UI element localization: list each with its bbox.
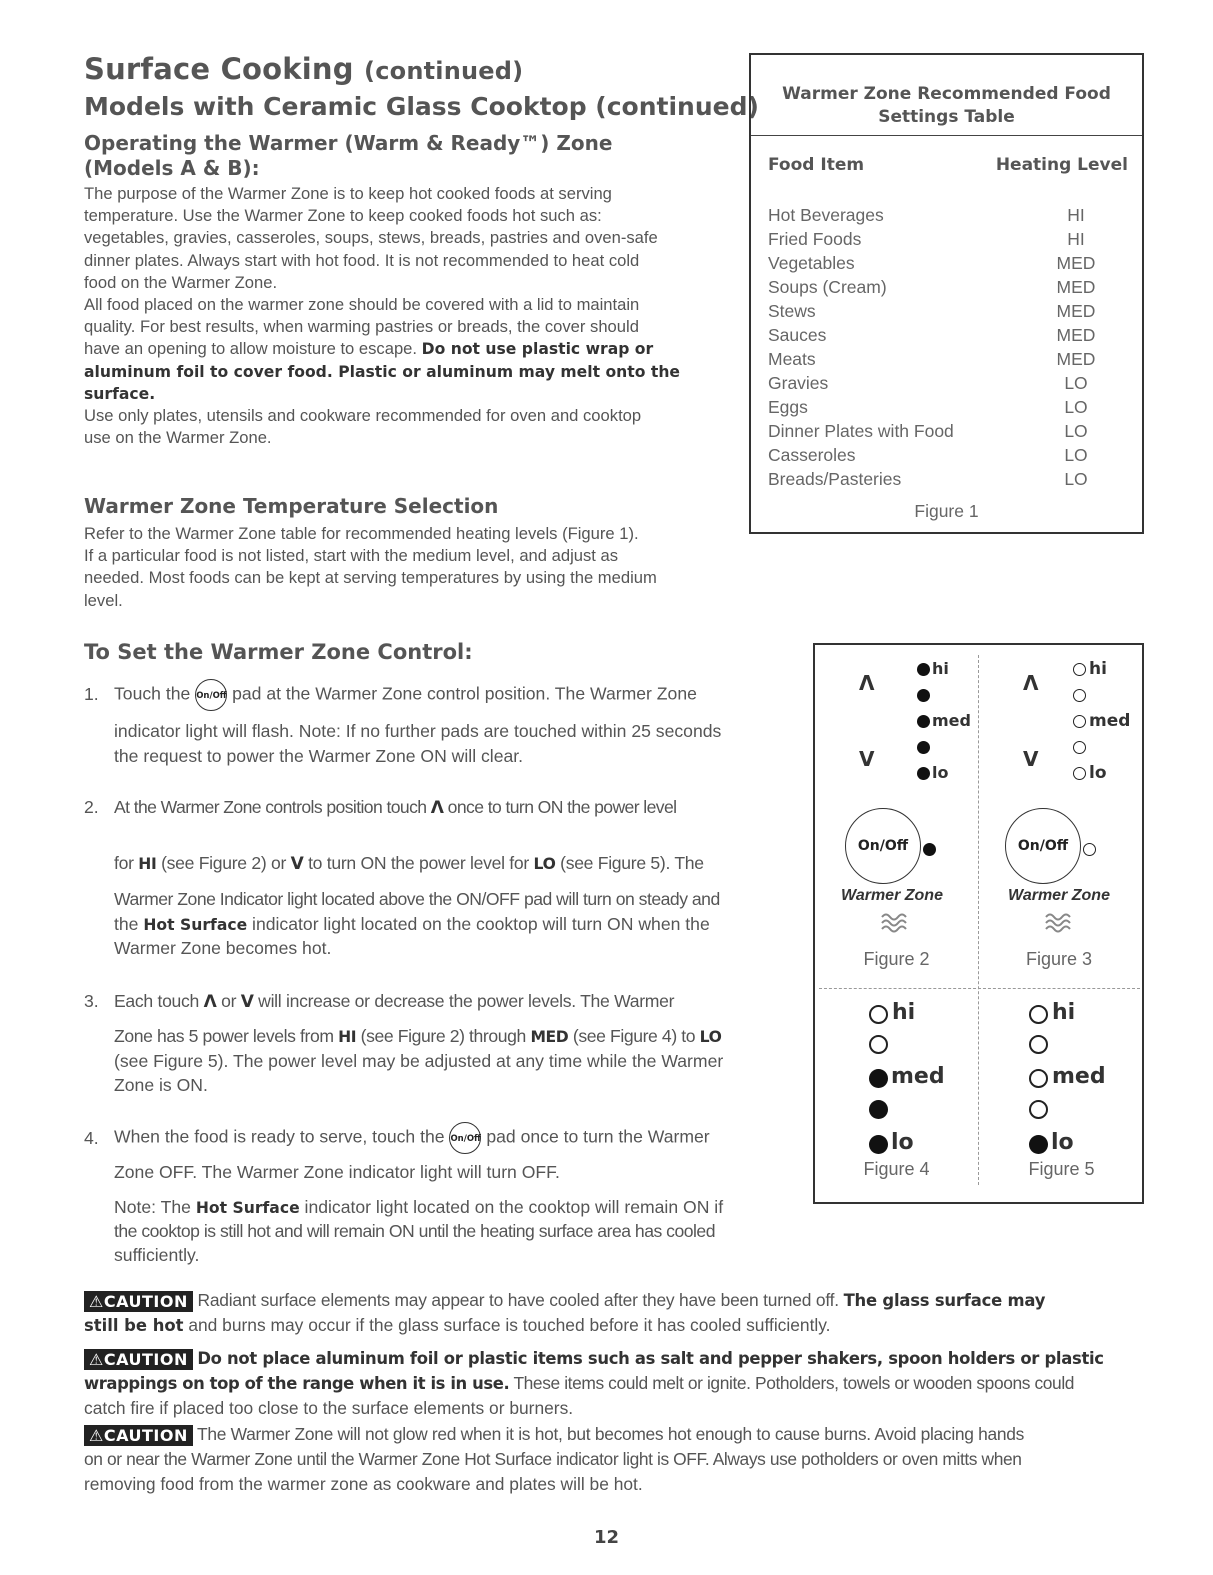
indicator-med (1073, 711, 1130, 731)
table-title-line1: Warmer Zone Recommended Food (782, 84, 1111, 104)
table-row (768, 371, 1125, 395)
title-sub: (continued) (364, 57, 524, 85)
indicator-off-icon (1083, 843, 1096, 856)
indicator-med (1029, 1064, 1106, 1089)
indicator-lo (1029, 1130, 1074, 1155)
intro-line: All food placed on the warmer zone should be covered with a lid to maintain (84, 295, 640, 315)
on-off-pad: On/Off (845, 808, 921, 884)
table-cell-level: MED (1056, 349, 1096, 369)
step-3-line3: (see Figure 5). The power level may be adjusted at any time while the Warmer (114, 1051, 724, 1071)
caution-3-line3: removing food from the warmer zone as cookware and plates will be hot. (84, 1474, 643, 1494)
level-label: hi (892, 1000, 916, 1025)
warmer-zone-indicator (1083, 839, 1096, 858)
step-2-line5: Warmer Zone becomes hot. (114, 938, 332, 958)
figure-3 (979, 645, 1144, 988)
indicator-hi (1073, 659, 1107, 679)
indicator-on-icon (869, 1069, 888, 1088)
step-4-line2: Zone OFF. The Warmer Zone indicator light will turn OFF. (114, 1162, 560, 1182)
table-cell-level: HI (1067, 205, 1085, 225)
intro-line: dinner plates. Always start with hot food. It is not recommended to heat cold (84, 250, 640, 270)
step-4-line4: the cooktop is still hot and will remain ON until the heating surface area has cooled (114, 1221, 716, 1241)
up-arrow-icon: Λ (1023, 671, 1039, 695)
figure-3-caption: Figure 3 (1025, 949, 1093, 969)
step-text: to turn ON the power level for (308, 853, 529, 873)
indicator-step (1073, 685, 1086, 704)
step-4-line3 (114, 1197, 723, 1218)
col-header-level: Heating Level (995, 155, 1128, 175)
indicator-hi (917, 659, 949, 678)
table-row (768, 299, 1125, 323)
table-cell-food: Vegetables (768, 253, 855, 273)
table-row (768, 395, 1125, 419)
settings-table (749, 53, 1144, 534)
table-row (768, 323, 1125, 347)
indicator-off-icon (1029, 1035, 1048, 1054)
indicator-on-icon (917, 663, 930, 676)
indicator-on-icon (917, 689, 930, 702)
table-row (768, 227, 1125, 251)
step-2-number: 2. (84, 797, 99, 817)
level-label: lo (1089, 763, 1107, 783)
indicator-on-icon (917, 715, 930, 728)
table-cell-food: Soups (Cream) (768, 277, 887, 297)
caution-1-line1 (84, 1288, 1146, 1313)
table-cell-level: LO (1064, 397, 1088, 417)
step-text: the (114, 914, 139, 934)
down-arrow-icon: V (1023, 747, 1039, 771)
indicator-on-icon (917, 767, 930, 780)
caution-badge-label: CAUTION (103, 1349, 188, 1369)
indicator-off-icon (1073, 663, 1086, 676)
indicator-on-icon (923, 843, 936, 856)
caution-2-line1 (84, 1346, 1146, 1371)
intro-line: use on the Warmer Zone. (84, 428, 272, 448)
down-arrow-icon: V (240, 992, 254, 1012)
temp-line: level. (84, 590, 123, 610)
step-text: indicator light located on the cooktop will remain ON if (304, 1197, 724, 1217)
figure-4 (815, 990, 978, 1204)
caution-text: The Warmer Zone will not glow red when it is hot, but becomes hot enough to cause burns. Avoid placing hands (197, 1424, 1025, 1444)
table-cell-food: Meats (768, 349, 816, 369)
indicator-lo (1073, 763, 1107, 783)
col-header-food: Food Item (768, 155, 865, 175)
intro-line: vegetables, gravies, casseroles, soups, stews, breads, pastries and oven-safe (84, 228, 658, 248)
figure-2 (815, 645, 978, 988)
table-cell-food: Breads/Pasteries (768, 469, 902, 489)
caution-badge-label: CAUTION (103, 1291, 188, 1311)
hot-surface-label: Hot Surface (143, 916, 248, 934)
indicator-step (917, 685, 930, 704)
caution-2-line3: catch fire if placed too close to the surface elements or burners. (84, 1398, 574, 1418)
caution-badge: ⚠CAUTION (84, 1349, 193, 1370)
indicator-step (869, 1034, 888, 1054)
indicator-on-icon (869, 1100, 888, 1119)
caution-emphasis: wrappings on top of the range when it is in use. (84, 1374, 510, 1393)
level-label: med (932, 711, 971, 730)
step-text: Note: The (114, 1197, 191, 1217)
table-cell-food: Casseroles (768, 445, 856, 465)
indicator-off-icon (869, 1005, 888, 1024)
table-title-line2: Settings Table (878, 107, 1015, 127)
indicator-step (1029, 1099, 1048, 1119)
step-text: (see Figure 4) to (572, 1026, 696, 1046)
table-row (768, 443, 1125, 467)
intro-warning: aluminum foil to cover food. Plastic or aluminum may melt onto the (84, 362, 681, 381)
table-row (768, 347, 1125, 371)
step-text: When the food is ready to serve, touch the (114, 1126, 445, 1147)
title-main: Surface Cooking (84, 52, 354, 86)
intro-line: temperature. Use the Warmer Zone to keep cooked foods hot such as: (84, 206, 602, 226)
figure-5 (979, 990, 1144, 1204)
figure-5-caption: Figure 5 (1028, 1159, 1095, 1179)
on-off-pad-icon: On/Off (195, 679, 227, 711)
indicator-step (917, 737, 930, 756)
level-label: med (1052, 1064, 1106, 1089)
indicator-off-icon (1029, 1100, 1048, 1119)
step-text: (see Figure 2) or (161, 853, 287, 873)
indicator-off-icon (1073, 689, 1086, 702)
heading-operating-line2: (Models A & B): (84, 156, 260, 180)
step-text: pad at the Warmer Zone control position. The Warmer Zone (232, 683, 697, 704)
up-arrow-icon: Λ (859, 671, 875, 695)
heat-symbol-icon (879, 911, 909, 933)
intro-warning: surface. (84, 384, 156, 403)
indicator-step (869, 1099, 888, 1119)
warmer-zone-label: Warmer Zone (1008, 887, 1110, 904)
temp-line: If a particular food is not listed, start with the medium level, and adjust as (84, 546, 619, 566)
step-text: indicator light located on the cooktop will turn ON when the (252, 914, 710, 934)
step-4-line5: sufficiently. (114, 1245, 200, 1265)
level-hi-label: HI (338, 1028, 357, 1046)
down-arrow-icon: V (859, 747, 875, 771)
warmer-zone-indicator (923, 839, 936, 858)
step-text: (see Figure 2) through (360, 1026, 526, 1046)
section-title-models: Models with Ceramic Glass Cooktop (continued) (84, 92, 759, 121)
step-text: pad once to turn the Warmer (486, 1126, 710, 1147)
caution-2-line2 (84, 1371, 1146, 1396)
caution-badge: ⚠CAUTION (84, 1291, 193, 1312)
step-text: once to turn ON the power level (447, 797, 677, 817)
table-cell-level: LO (1064, 445, 1088, 465)
heading-temp-selection: Warmer Zone Temperature Selection (84, 494, 499, 518)
step-text: Each touch (114, 991, 200, 1011)
caution-3-line2: on or near the Warmer Zone until the Warmer Zone Hot Surface indicator light is OFF. Always use potholders or oven mitts when (84, 1449, 1022, 1469)
indicator-lo (869, 1130, 914, 1155)
intro-warning: Do not use plastic wrap or (421, 340, 654, 359)
caution-3 (84, 1422, 1146, 1497)
caution-emphasis: still be hot (84, 1316, 184, 1335)
indicator-off-icon (1029, 1005, 1048, 1024)
heading-set-control: To Set the Warmer Zone Control: (84, 640, 473, 664)
table-cell-level: LO (1064, 373, 1088, 393)
intro-line: quality. For best results, when warming pastries or breads, the cover should (84, 317, 639, 337)
step-2-line2 (114, 853, 704, 874)
table-cell-food: Dinner Plates with Food (768, 421, 954, 441)
step-text: (see Figure 5). The (560, 853, 704, 873)
table-cell-food: Eggs (768, 397, 808, 417)
table-row (768, 419, 1125, 443)
level-lo-label: LO (699, 1028, 722, 1046)
table-row (768, 203, 1125, 227)
caution-1-line2 (84, 1313, 1146, 1338)
table-cell-food: Fried Foods (768, 229, 862, 249)
table-cell-level: MED (1056, 301, 1096, 321)
figure-divider-horizontal (819, 988, 1140, 989)
table-title (751, 83, 1142, 129)
table-cell-level: LO (1064, 421, 1088, 441)
indicator-off-icon (1073, 715, 1086, 728)
hot-surface-label: Hot Surface (195, 1199, 300, 1217)
heat-symbol-icon (1043, 911, 1073, 933)
table-rule (751, 135, 1142, 136)
step-1-line2: indicator light will flash. Note: If no further pads are touched within 25 seconds (114, 721, 722, 741)
caution-emphasis: The glass surface may (843, 1291, 1046, 1310)
temp-line: Refer to the Warmer Zone table for recommended heating levels (Figure 1). (84, 524, 639, 543)
step-4-number: 4. (84, 1128, 99, 1148)
figure-4-caption: Figure 4 (863, 1159, 930, 1179)
indicator-step (1073, 737, 1086, 756)
step-1-number: 1. (84, 684, 99, 704)
up-arrow-icon: Λ (203, 992, 217, 1012)
step-3-line2 (114, 1026, 721, 1047)
up-arrow-icon: Λ (430, 798, 444, 818)
table-cell-food: Gravies (768, 373, 829, 393)
page-number: 12 (593, 1527, 620, 1548)
indicator-lo (917, 763, 948, 782)
table-cell-level: MED (1056, 253, 1096, 273)
on-off-pad-icon: On/Off (449, 1122, 481, 1154)
figures-panel (813, 643, 1144, 1204)
step-text: or (221, 991, 237, 1011)
indicator-off-icon (1073, 767, 1086, 780)
step-1-line1 (114, 679, 697, 711)
table-caption: Figure 1 (914, 501, 979, 521)
level-lo-label: LO (533, 855, 556, 873)
warmer-zone-label: Warmer Zone (841, 887, 943, 904)
step-3-line4: Zone is ON. (114, 1075, 208, 1095)
level-hi-label: HI (138, 855, 157, 873)
intro-line: food on the Warmer Zone. (84, 272, 278, 292)
step-1-line3: the request to power the Warmer Zone ON will clear. (114, 746, 524, 766)
step-3-number: 3. (84, 991, 99, 1011)
figure-2-caption: Figure 2 (863, 949, 930, 969)
table-cell-food: Stews (768, 301, 816, 321)
caution-emphasis: Do not place aluminum foil or plastic items such as salt and pepper shakers, spoon holders or plastic (197, 1349, 1104, 1368)
table-cell-level: HI (1067, 229, 1085, 249)
step-text: will increase or decrease the power levels. The Warmer (258, 991, 675, 1011)
level-label: hi (1089, 659, 1107, 679)
indicator-med (917, 711, 971, 730)
table-row (768, 467, 1125, 491)
step-text: At the Warmer Zone controls position touch (114, 797, 427, 817)
indicator-med (869, 1064, 945, 1089)
table-row (768, 275, 1125, 299)
down-arrow-icon: V (290, 854, 304, 874)
indicator-hi (869, 1000, 915, 1025)
indicator-off-icon (1073, 741, 1086, 754)
table-cell-food: Hot Beverages (768, 205, 884, 225)
intro-line: The purpose of the Warmer Zone is to keep hot cooked foods at serving (84, 184, 612, 203)
table-cell-level: MED (1056, 277, 1096, 297)
table-cell-level: MED (1056, 325, 1096, 345)
step-4-line1 (114, 1122, 710, 1154)
intro-line: Use only plates, utensils and cookware recommended for oven and cooktop (84, 406, 642, 426)
heading-operating-line1: Operating the Warmer (Warm & Ready™) Zone (84, 131, 613, 155)
step-2-line3: Warmer Zone Indicator light located above the ON/OFF pad will turn on steady and (114, 889, 720, 909)
step-2-line1 (114, 797, 676, 818)
step-text: Touch the (114, 683, 191, 704)
level-med-label: MED (530, 1028, 569, 1046)
intro-text: have an opening to allow moisture to escape. (84, 339, 418, 359)
step-2-line4 (114, 914, 710, 935)
table-row (768, 251, 1125, 275)
temp-line: needed. Most foods can be kept at serving temperatures by using the medium (84, 568, 657, 588)
indicator-on-icon (869, 1135, 888, 1154)
caution-text: and burns may occur if the glass surface is touched before it has cooled sufficiently. (188, 1315, 831, 1335)
steps-list (84, 0, 794, 1270)
level-label: lo (1051, 1130, 1074, 1155)
indicator-on-icon (917, 741, 930, 754)
level-label: lo (932, 763, 949, 782)
step-text: for (114, 853, 134, 873)
level-label: hi (932, 659, 949, 678)
indicator-on-icon (1029, 1135, 1048, 1154)
level-label: med (891, 1064, 945, 1089)
table-cell-food: Sauces (768, 325, 827, 345)
indicator-hi (1029, 1000, 1075, 1025)
caution-3-line1 (84, 1422, 1146, 1447)
on-off-pad: On/Off (1005, 808, 1081, 884)
caution-badge-label: CAUTION (103, 1425, 188, 1445)
level-label: lo (891, 1130, 914, 1155)
step-3-line1 (114, 991, 674, 1012)
level-label: hi (1052, 1000, 1076, 1025)
caution-text: Radiant surface elements may appear to have cooled after they have been turned off. (197, 1290, 839, 1310)
caution-2 (84, 1346, 1146, 1421)
indicator-off-icon (1029, 1069, 1048, 1088)
level-label: med (1089, 711, 1131, 731)
step-text: Zone has 5 power levels from (114, 1026, 334, 1046)
caution-text: These items could melt or ignite. Potholders, towels or wooden spoons could (513, 1373, 1075, 1393)
caution-1 (84, 1288, 1146, 1338)
indicator-step (1029, 1034, 1048, 1054)
caution-badge: ⚠CAUTION (84, 1425, 193, 1446)
table-cell-level: LO (1064, 469, 1088, 489)
indicator-off-icon (869, 1035, 888, 1054)
table-rows (768, 203, 1125, 491)
